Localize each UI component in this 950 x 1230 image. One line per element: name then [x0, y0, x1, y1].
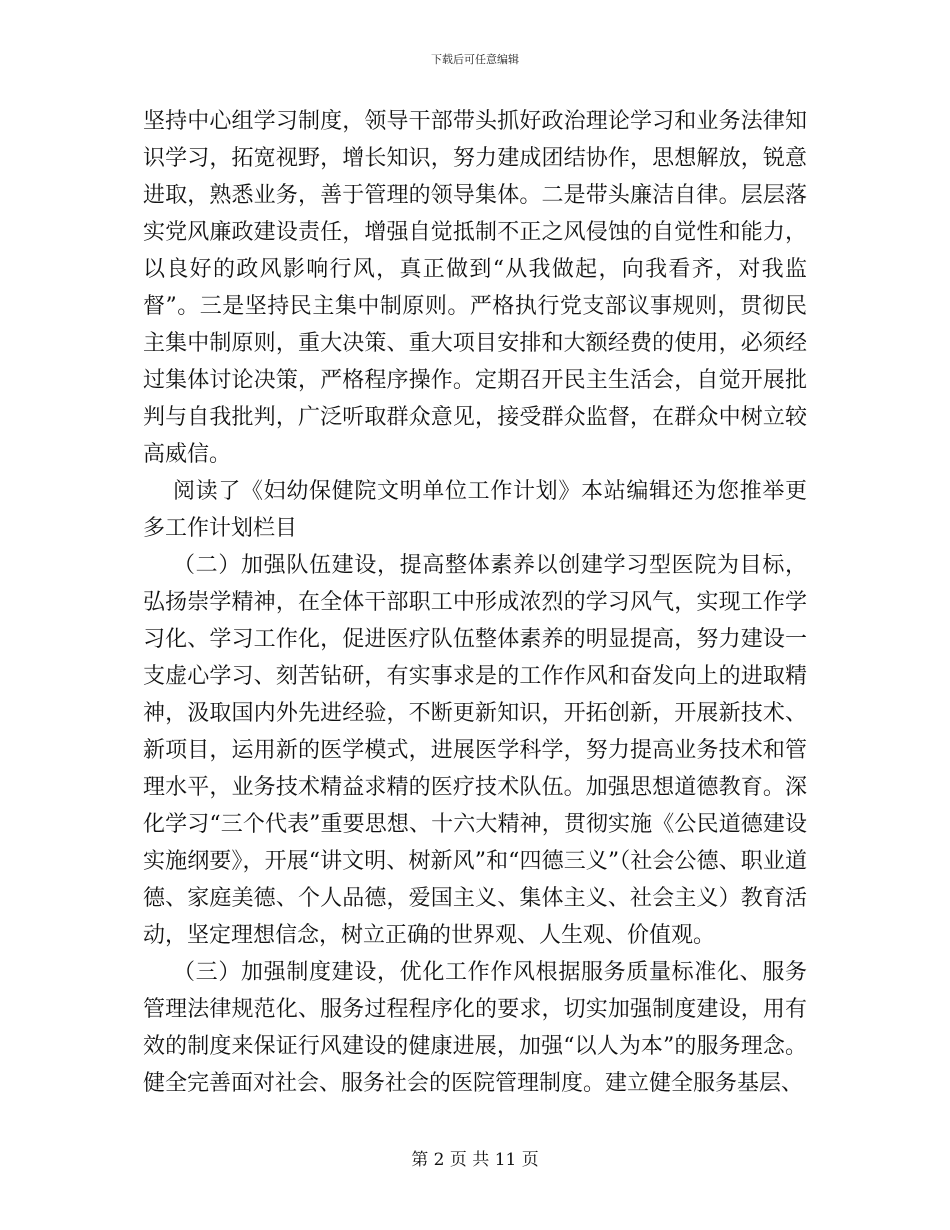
page-header-note: 下载后可任意编辑 — [431, 53, 519, 66]
paragraph-team-building: （二）加强队伍建设，提高整体素养以创建学习型医院为目标，弘扬崇学精神，在全体干部职工中形成浓烈的学习风气，实现工作学习化、学习工作化，促进医疗队伍整体素养的明显提高，努力建设一支虚心学习、刻苦钻研，有实事求是的工作作风和奋发向上的进取精神，汲取国内外先进经验，不断更新知识，开拓创新，开展新技术、新项目，运用新的医学模式，进展医学科学，努力提高业务技术和管理水平，业务技术精益求精的医疗技术队伍。加强思想道德教育。深化学习“三个代表”重要思想、十六大精神，贯彻实施《公民道德建设实施纲要》，开展“讲文明、树新风”和“四德三义”（社会公德、职业道德、家庭美德、个人品德，爱国主义、集体主义、社会主义）教育活动，坚定理想信念，树立正确的世界观、人生观、价值观。 — [143, 553, 807, 948]
paragraph-leadership-continued: 坚持中心组学习制度，领导干部带头抓好政治理论学习和业务法律知识学习，拓宽视野，增长知识，努力建成团结协作，思想解放，锐意进取，熟悉业务，善于管理的领导集体。二是带头廉洁自律。层层落实党风廉政建设责任，增强自觉抵制不正之风侵蚀的自觉性和能力，以良好的政风影响行风，真正做到“从我做起，向我看齐，对我监督”。三是坚持民主集中制原则。严格执行党支部议事规则，贯彻民主集中制原则，重大决策、重大项目安排和大额经费的使用，必须经过集体讨论决策，严格程序操作。定期召开民主生活会，自觉开展批判与自我批判，广泛听取群众意见，接受群众监督，在群众中树立较高威信。 — [143, 109, 807, 467]
paragraph-reading-note: 阅读了《妇幼保健院文明单位工作计划》本站编辑还为您推举更多工作计划栏目 — [143, 479, 807, 541]
paragraph-system-building: （三）加强制度建设，优化工作作风根据服务质量标准化、服务管理法律规范化、服务过程程序化的要求，切实加强制度建设，用有效的制度来保证行风建设的健康进展，加强“以人为本”的服务理念。健全完善面对社会、服务社会的医院管理制度。建立健全服务基层、 — [143, 960, 807, 1096]
document-body — [143, 103, 807, 1102]
page-number-footer: 第 2 页 共 11 页 — [411, 1150, 539, 1170]
